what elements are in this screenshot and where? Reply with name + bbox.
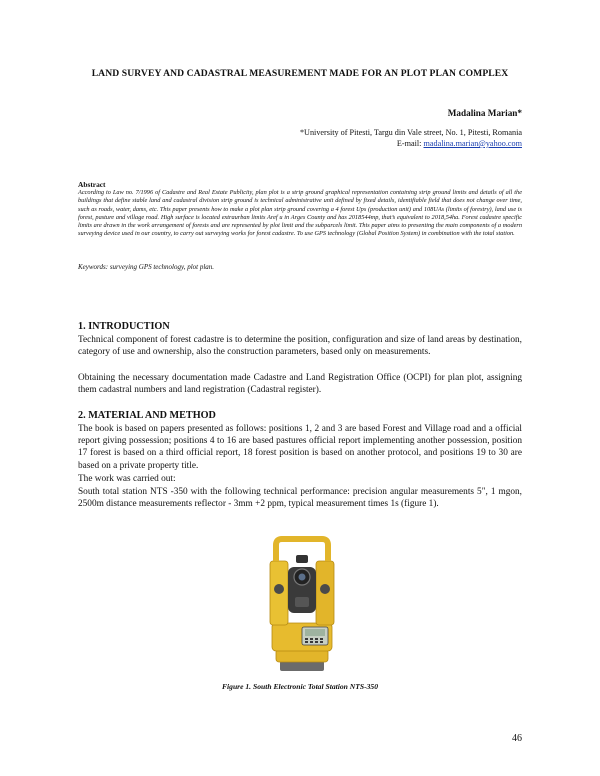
keywords: Keywords: surveying GPS technology, plot plan.: [78, 263, 215, 271]
method-paragraph-3: South total station NTS -350 with the following technical performance: precision angular measurements 5", 1 mgon, 2500m distance measurements reflector - 3mm +2 ppm, typical measurement times 1s (figure 1).: [78, 487, 522, 510]
affiliation: *University of Pitesti, Targu din Vale street, No. 1, Pitesti, Romania: [299, 128, 522, 137]
email-link[interactable]: madalina.marian@yahoo.com: [423, 139, 522, 148]
intro-paragraph-1: Technical component of forest cadastre is to determine the position, configuration and size of land areas by destination, category of use and ownership, also the construction parameters, based only on measurements.: [78, 335, 522, 358]
section-heading-introduction: 1. INTRODUCTION: [78, 321, 170, 332]
paper-title: LAND SURVEY AND CADASTRAL MEASUREMENT MADE FOR AN PLOT PLAN COMPLEX: [91, 68, 509, 79]
station-sight: [296, 555, 308, 563]
affiliation-block: [102, 127, 522, 149]
page-number: 46: [512, 733, 522, 744]
method-paragraph-2: The work was carried out:: [78, 474, 176, 484]
station-screen: [305, 629, 325, 636]
intro-paragraph-2: Obtaining the necessary documentation made Cadastre and Land Registration Office (OCPI) for plan plot, assigning them cadastral numbers and land registration (Cadastral register).: [78, 373, 522, 396]
station-knob-right: [320, 584, 330, 594]
email-line: [102, 138, 522, 149]
email-label: E-mail:: [396, 139, 424, 148]
author-name: Madalina Marian*: [447, 108, 522, 118]
station-mount: [280, 661, 324, 671]
total-station-figure: [262, 527, 342, 675]
station-knob-left: [274, 584, 284, 594]
section-heading-material-method: 2. MATERIAL AND METHOD: [78, 410, 216, 421]
station-focus-knob: [295, 597, 309, 607]
abstract-heading: Abstract: [78, 180, 106, 189]
figure-caption: Figure 1. South Electronic Total Station NTS-350: [221, 682, 379, 691]
method-paragraph-1: The book is based on papers presented as follows: positions 1, 2 and 3 are based Forest and Village road and a official report giving possession; positions 4 to 16 are based pastures official report implementing another possession, position 17 forest is based on a third official report, 18 forest position is based on another protocol, and positions 19 to 30 are based on a private property title.: [78, 424, 522, 471]
abstract-text: According to Law no. 7/1996 of Cadastre and Real Estate Publicity, plan plot is a strip ground graphical representation containing strip ground limits and details of all the buildings that define stable land and cadastral division strip ground is technical administrative unit defined by fixed details, identifiable field that does not change over time, such as roads, water, dams, etc. This paper presents how to make a plot plan strip ground covering a 4 forest Ups (production unit) and 108UAs (limits of forestry), land use is forest, pasture and village road. High surface is located extraurban limits Aref u in Arges County and has 2018544mp, that’s equivalent to 2018,54ha. Forest cadastre specific limits are drawn in the work arrangement of forests and are represented by plot limit and the subparcels limit. This paper aims to presenting the main components of a modern surveying device used in our country, to carry out surveying works for forest cadastre. To use GPS technology (Global Position System) in combination with the total station.: [78, 189, 522, 238]
